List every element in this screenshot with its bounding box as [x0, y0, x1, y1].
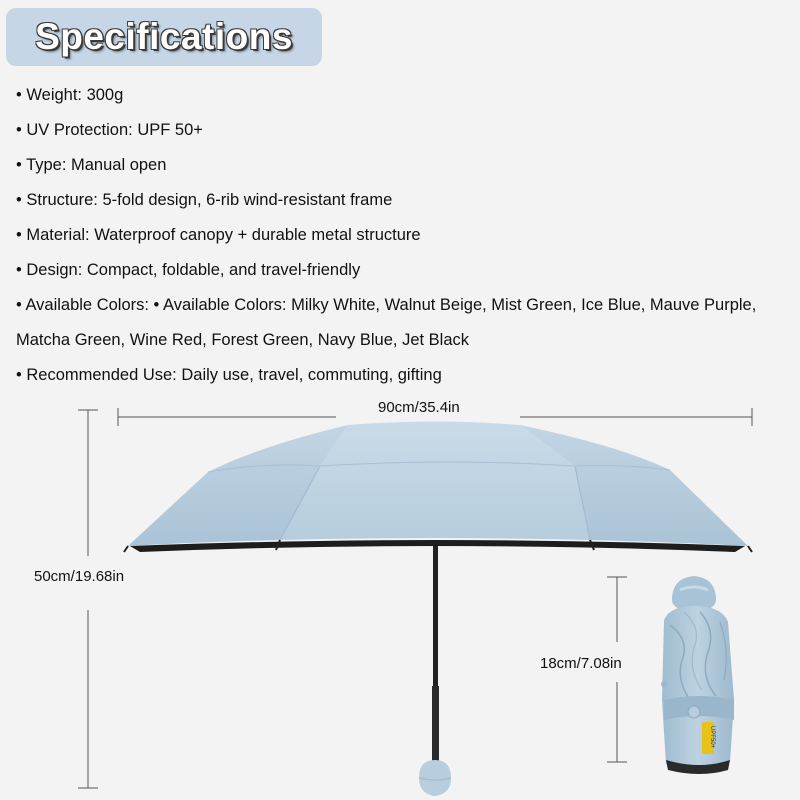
spec-material: • Material: Waterproof canopy + durable metal structure [16, 226, 421, 244]
height-dimension-line [78, 410, 98, 788]
page-title: Specifications [35, 16, 293, 57]
spec-design: • Design: Compact, foldable, and travel-friendly [16, 261, 361, 279]
spec-recommended-use: • Recommended Use: Daily use, travel, commuting, gifting [16, 366, 442, 384]
upf-tag-text: UPF50+ [709, 726, 715, 749]
spec-uv-protection: • UV Protection: UPF 50+ [16, 121, 203, 139]
spec-type: • Type: Manual open [16, 156, 167, 174]
folded-length-label: 18cm/7.08in [540, 655, 622, 672]
spec-structure: • Structure: 5-fold design, 6-rib wind-resistant frame [16, 191, 393, 209]
spec-colors: • Available Colors: • Available Colors: Milky White, Walnut Beige, Mist Green, Ice Blue, Mauve Purple, Matcha Green, Wine Red, Forest Green, Navy Blue, Jet Black [16, 296, 757, 349]
open-umbrella [124, 422, 752, 797]
height-dimension-label: 50cm/19.68in [34, 568, 125, 585]
spec-weight: • Weight: 300g [16, 86, 124, 104]
width-dimension-label: 90cm/35.4in [378, 399, 460, 416]
folded-umbrella [661, 576, 734, 774]
